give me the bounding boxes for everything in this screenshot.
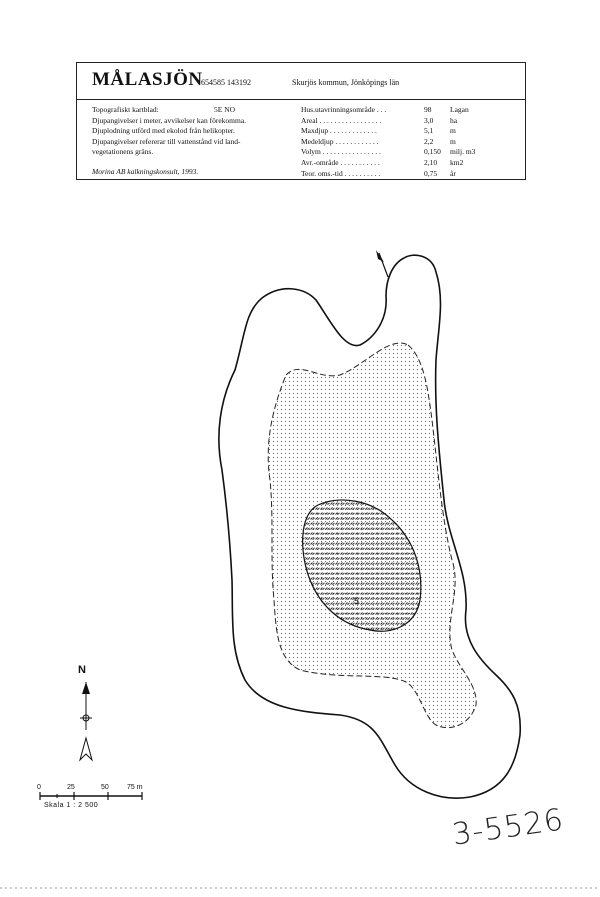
scale-text: Skala 1 : 2 500 xyxy=(44,802,99,809)
stat-label: Avr.-område . . . . . . . . . . . xyxy=(301,157,380,167)
stat-unit: milj. m3 xyxy=(450,147,476,157)
municipality: Skurjös kommun, Jönköpings län xyxy=(292,78,400,87)
stat-value: 3,0 xyxy=(424,115,434,125)
scale-bar xyxy=(40,792,142,800)
stat-unit: m xyxy=(450,136,456,146)
note-text: Djupangivelser i meter, avvikelser kan förekomma. xyxy=(92,115,247,125)
stat-unit: ha xyxy=(450,115,458,125)
stat-value: 0,75 xyxy=(424,168,438,178)
stat-unit: Lagan xyxy=(450,105,469,114)
north-label: N xyxy=(78,664,86,676)
magnetic-north-icon xyxy=(80,738,92,760)
outlet-arrowhead xyxy=(376,250,384,262)
scale-tick-0: 0 xyxy=(37,784,41,791)
stat-value: 0,150 xyxy=(424,147,441,157)
stat-label: Areal . . . . . . . . . . . . . . . . . xyxy=(301,115,382,125)
scale-tick-75: 75 m xyxy=(127,784,143,791)
stat-value: 2,2 xyxy=(424,136,434,146)
stat-label: Teor. oms.-tid . . . . . . . . . . xyxy=(301,168,381,178)
north-arrowhead xyxy=(82,682,90,694)
map-sheet-value: 5E NO xyxy=(214,105,236,114)
stat-unit: m xyxy=(450,126,456,136)
stat-value: 2,10 xyxy=(424,157,438,167)
stat-value: 5,1 xyxy=(424,126,434,136)
stat-label: Maxdjup . . . . . . . . . . . . . xyxy=(301,126,377,136)
handwritten-id: 3-5526 xyxy=(450,802,567,853)
scale-tick-25: 25 xyxy=(67,784,75,791)
stat-label: Volym . . . . . . . . . . . . . . . . xyxy=(301,147,381,157)
note-text: Topografiskt kartblad: xyxy=(92,105,159,114)
note-text: Djupangivelser refererar till vattenstånd vid land- xyxy=(92,136,241,146)
note-text: Djuplodning utförd med ekolod från helikopter. xyxy=(92,126,235,136)
note-text: vegetationens gräns. xyxy=(92,147,154,157)
scale-tick-50: 50 xyxy=(101,784,109,791)
stat-value: 98 xyxy=(424,105,432,114)
lake-coordinates: 654585 143192 xyxy=(201,78,251,87)
max-depth-marker: 5 xyxy=(354,596,360,606)
stat-unit: km2 xyxy=(450,157,464,167)
stat-unit: år xyxy=(450,168,456,178)
survey-credit: Morina AB kalkningskonsult, 1993. xyxy=(92,167,199,176)
stat-label: Hus.utavrinningsområde . . . xyxy=(301,105,387,114)
stat-label: Medeldjup . . . . . . . . . . . . xyxy=(301,136,379,146)
lake-name: MÅLASJÖN xyxy=(92,69,203,90)
